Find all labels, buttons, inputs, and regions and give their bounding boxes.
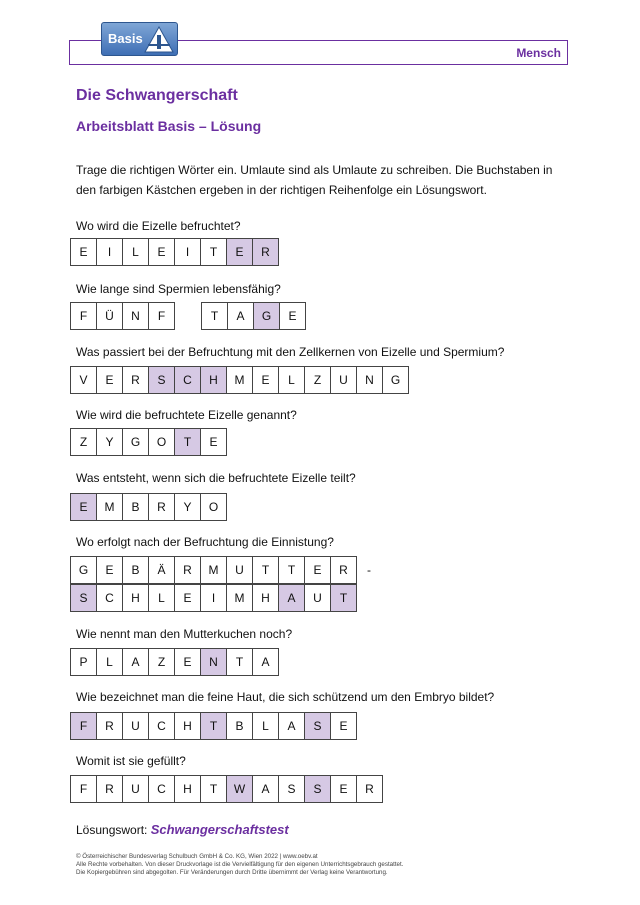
word-gap bbox=[175, 302, 201, 330]
letter-box: U bbox=[330, 366, 357, 394]
letter-box: E bbox=[174, 648, 201, 676]
logo-label: Basis bbox=[108, 31, 143, 46]
letter-box: E bbox=[96, 556, 123, 584]
letter-row bbox=[70, 302, 306, 330]
footer-copyright: © Österreichischer Bundesverlag Schulbuch GmbH & Co. KG, Wien 2022 | www.oebv.at bbox=[76, 853, 318, 860]
letter-box: C bbox=[148, 775, 175, 803]
letter-box: M bbox=[96, 493, 123, 521]
letter-box: G bbox=[70, 556, 97, 584]
highlighted-letter-box: S bbox=[304, 775, 331, 803]
letter-box: G bbox=[382, 366, 409, 394]
letter-box: H bbox=[122, 584, 149, 612]
letter-box: E bbox=[252, 366, 279, 394]
highlighted-letter-box: R bbox=[252, 238, 279, 266]
highlighted-letter-box: C bbox=[174, 366, 201, 394]
letter-box: L bbox=[252, 712, 279, 740]
question-text: Womit ist sie gefüllt? bbox=[76, 754, 186, 768]
letter-box: U bbox=[304, 584, 331, 612]
page-subtitle: Arbeitsblatt Basis – Lösung bbox=[76, 118, 262, 134]
letter-box: N bbox=[356, 366, 383, 394]
highlighted-letter-box: T bbox=[330, 584, 357, 612]
letter-box: E bbox=[174, 584, 201, 612]
letter-box: E bbox=[96, 366, 123, 394]
letter-box: C bbox=[148, 712, 175, 740]
footer-rights: Alle Rechte vorbehalten. Von dieser Druckvorlage ist die Vervielfältigung für den eigenen Unterrichtsgebrauch gestattet. bbox=[76, 861, 404, 868]
letter-box: M bbox=[226, 366, 253, 394]
page-title: Die Schwangerschaft bbox=[76, 87, 238, 104]
letter-box: A bbox=[252, 648, 279, 676]
letter-box: I bbox=[200, 584, 227, 612]
letter-box: O bbox=[148, 428, 175, 456]
letter-box: I bbox=[174, 238, 201, 266]
letter-box: S bbox=[278, 775, 305, 803]
instructions: Trage die richtigen Wörter ein. Umlaute sind als Umlaute zu schreiben. Die Buchstaben in den farbigen Kästchen ergeben in der richtigen Reihenfolge ein Lösungswort. bbox=[76, 163, 553, 197]
letter-box: M bbox=[200, 556, 227, 584]
letter-box: B bbox=[226, 712, 253, 740]
letter-box: E bbox=[200, 428, 227, 456]
triangle-logo-icon bbox=[144, 26, 174, 53]
letter-box: O bbox=[200, 493, 227, 521]
letter-box: L bbox=[122, 238, 149, 266]
letter-box: E bbox=[304, 556, 331, 584]
letter-box: E bbox=[330, 775, 357, 803]
letter-row bbox=[70, 493, 227, 521]
highlighted-letter-box: T bbox=[174, 428, 201, 456]
question-text: Wo erfolgt nach der Befruchtung die Einnistung? bbox=[76, 535, 334, 549]
highlighted-letter-box: H bbox=[200, 366, 227, 394]
letter-box: R bbox=[330, 556, 357, 584]
question-text: Was entsteht, wenn sich die befruchtete Eizelle teilt? bbox=[76, 471, 356, 485]
highlighted-letter-box: F bbox=[70, 712, 97, 740]
highlighted-letter-box: S bbox=[148, 366, 175, 394]
letter-box: B bbox=[122, 556, 149, 584]
highlighted-letter-box: A bbox=[278, 584, 305, 612]
letter-box: F bbox=[148, 302, 175, 330]
letter-row bbox=[70, 366, 409, 394]
footer-disclaimer: Die Kopiergebühren sind abgegolten. Für Veränderungen durch Dritte übernimmt der Verlag keine Verantwortung. bbox=[76, 869, 388, 876]
letter-box: E bbox=[70, 238, 97, 266]
letter-box: E bbox=[330, 712, 357, 740]
letter-row bbox=[70, 556, 371, 584]
letter-box: A bbox=[227, 302, 254, 330]
letter-box: A bbox=[252, 775, 279, 803]
letter-box: Y bbox=[174, 493, 201, 521]
letter-row bbox=[70, 648, 279, 676]
highlighted-letter-box: S bbox=[304, 712, 331, 740]
solution bbox=[76, 822, 289, 837]
letter-box: L bbox=[96, 648, 123, 676]
letter-box: M bbox=[226, 584, 253, 612]
hyphen: - bbox=[367, 563, 371, 577]
letter-box: C bbox=[96, 584, 123, 612]
letter-box: U bbox=[226, 556, 253, 584]
letter-box: U bbox=[122, 775, 149, 803]
letter-box: A bbox=[122, 648, 149, 676]
solution-word: Schwangerschaftstest bbox=[150, 822, 289, 837]
letter-box: T bbox=[200, 238, 227, 266]
letter-box: Z bbox=[70, 428, 97, 456]
question-text: Wie bezeichnet man die feine Haut, die sich schützend um den Embryo bildet? bbox=[76, 690, 495, 704]
letter-box: F bbox=[70, 775, 97, 803]
letter-box: E bbox=[148, 238, 175, 266]
highlighted-letter-box: G bbox=[253, 302, 280, 330]
letter-box: T bbox=[226, 648, 253, 676]
question-text: Wie nennt man den Mutterkuchen noch? bbox=[76, 627, 293, 641]
highlighted-letter-box: S bbox=[70, 584, 97, 612]
letter-row bbox=[70, 584, 357, 612]
letter-box: T bbox=[200, 775, 227, 803]
letter-box: E bbox=[279, 302, 306, 330]
letter-box: T bbox=[278, 556, 305, 584]
highlighted-letter-box: E bbox=[226, 238, 253, 266]
question-text: Wie wird die befruchtete Eizelle genannt? bbox=[76, 408, 297, 422]
letter-box: R bbox=[174, 556, 201, 584]
letter-box: P bbox=[70, 648, 97, 676]
letter-box: R bbox=[122, 366, 149, 394]
letter-box: R bbox=[356, 775, 383, 803]
letter-box: Ü bbox=[96, 302, 123, 330]
letter-box: V bbox=[70, 366, 97, 394]
letter-box: T bbox=[201, 302, 228, 330]
highlighted-letter-box: E bbox=[70, 493, 97, 521]
letter-box: L bbox=[278, 366, 305, 394]
letter-box: Ä bbox=[148, 556, 175, 584]
letter-box: A bbox=[278, 712, 305, 740]
letter-box: B bbox=[122, 493, 149, 521]
letter-box: H bbox=[174, 775, 201, 803]
highlighted-letter-box: W bbox=[226, 775, 253, 803]
letter-box: L bbox=[148, 584, 175, 612]
question-text: Wo wird die Eizelle befruchtet? bbox=[76, 219, 241, 233]
letter-row bbox=[70, 712, 357, 740]
solution-label: Lösungswort: bbox=[76, 823, 148, 837]
footer bbox=[76, 853, 596, 877]
letter-box: I bbox=[96, 238, 123, 266]
letter-box: R bbox=[96, 712, 123, 740]
highlighted-letter-box: N bbox=[200, 648, 227, 676]
letter-box: Z bbox=[148, 648, 175, 676]
letter-box: T bbox=[252, 556, 279, 584]
letter-box: U bbox=[122, 712, 149, 740]
letter-box: Y bbox=[96, 428, 123, 456]
letter-row bbox=[70, 428, 227, 456]
letter-box: H bbox=[174, 712, 201, 740]
highlighted-letter-box: T bbox=[200, 712, 227, 740]
question-text: Wie lange sind Spermien lebensfähig? bbox=[76, 282, 281, 296]
letter-box: N bbox=[122, 302, 149, 330]
letter-box: R bbox=[148, 493, 175, 521]
letter-box: H bbox=[252, 584, 279, 612]
letter-box: R bbox=[96, 775, 123, 803]
letter-box: Z bbox=[304, 366, 331, 394]
letter-box: G bbox=[122, 428, 149, 456]
letter-row bbox=[70, 238, 279, 266]
question-text: Was passiert bei der Befruchtung mit den Zellkernen von Eizelle und Spermium? bbox=[76, 345, 505, 359]
letter-row bbox=[70, 775, 383, 803]
basis-logo bbox=[101, 22, 178, 56]
subject-label: Mensch bbox=[516, 46, 561, 60]
letter-box: F bbox=[70, 302, 97, 330]
